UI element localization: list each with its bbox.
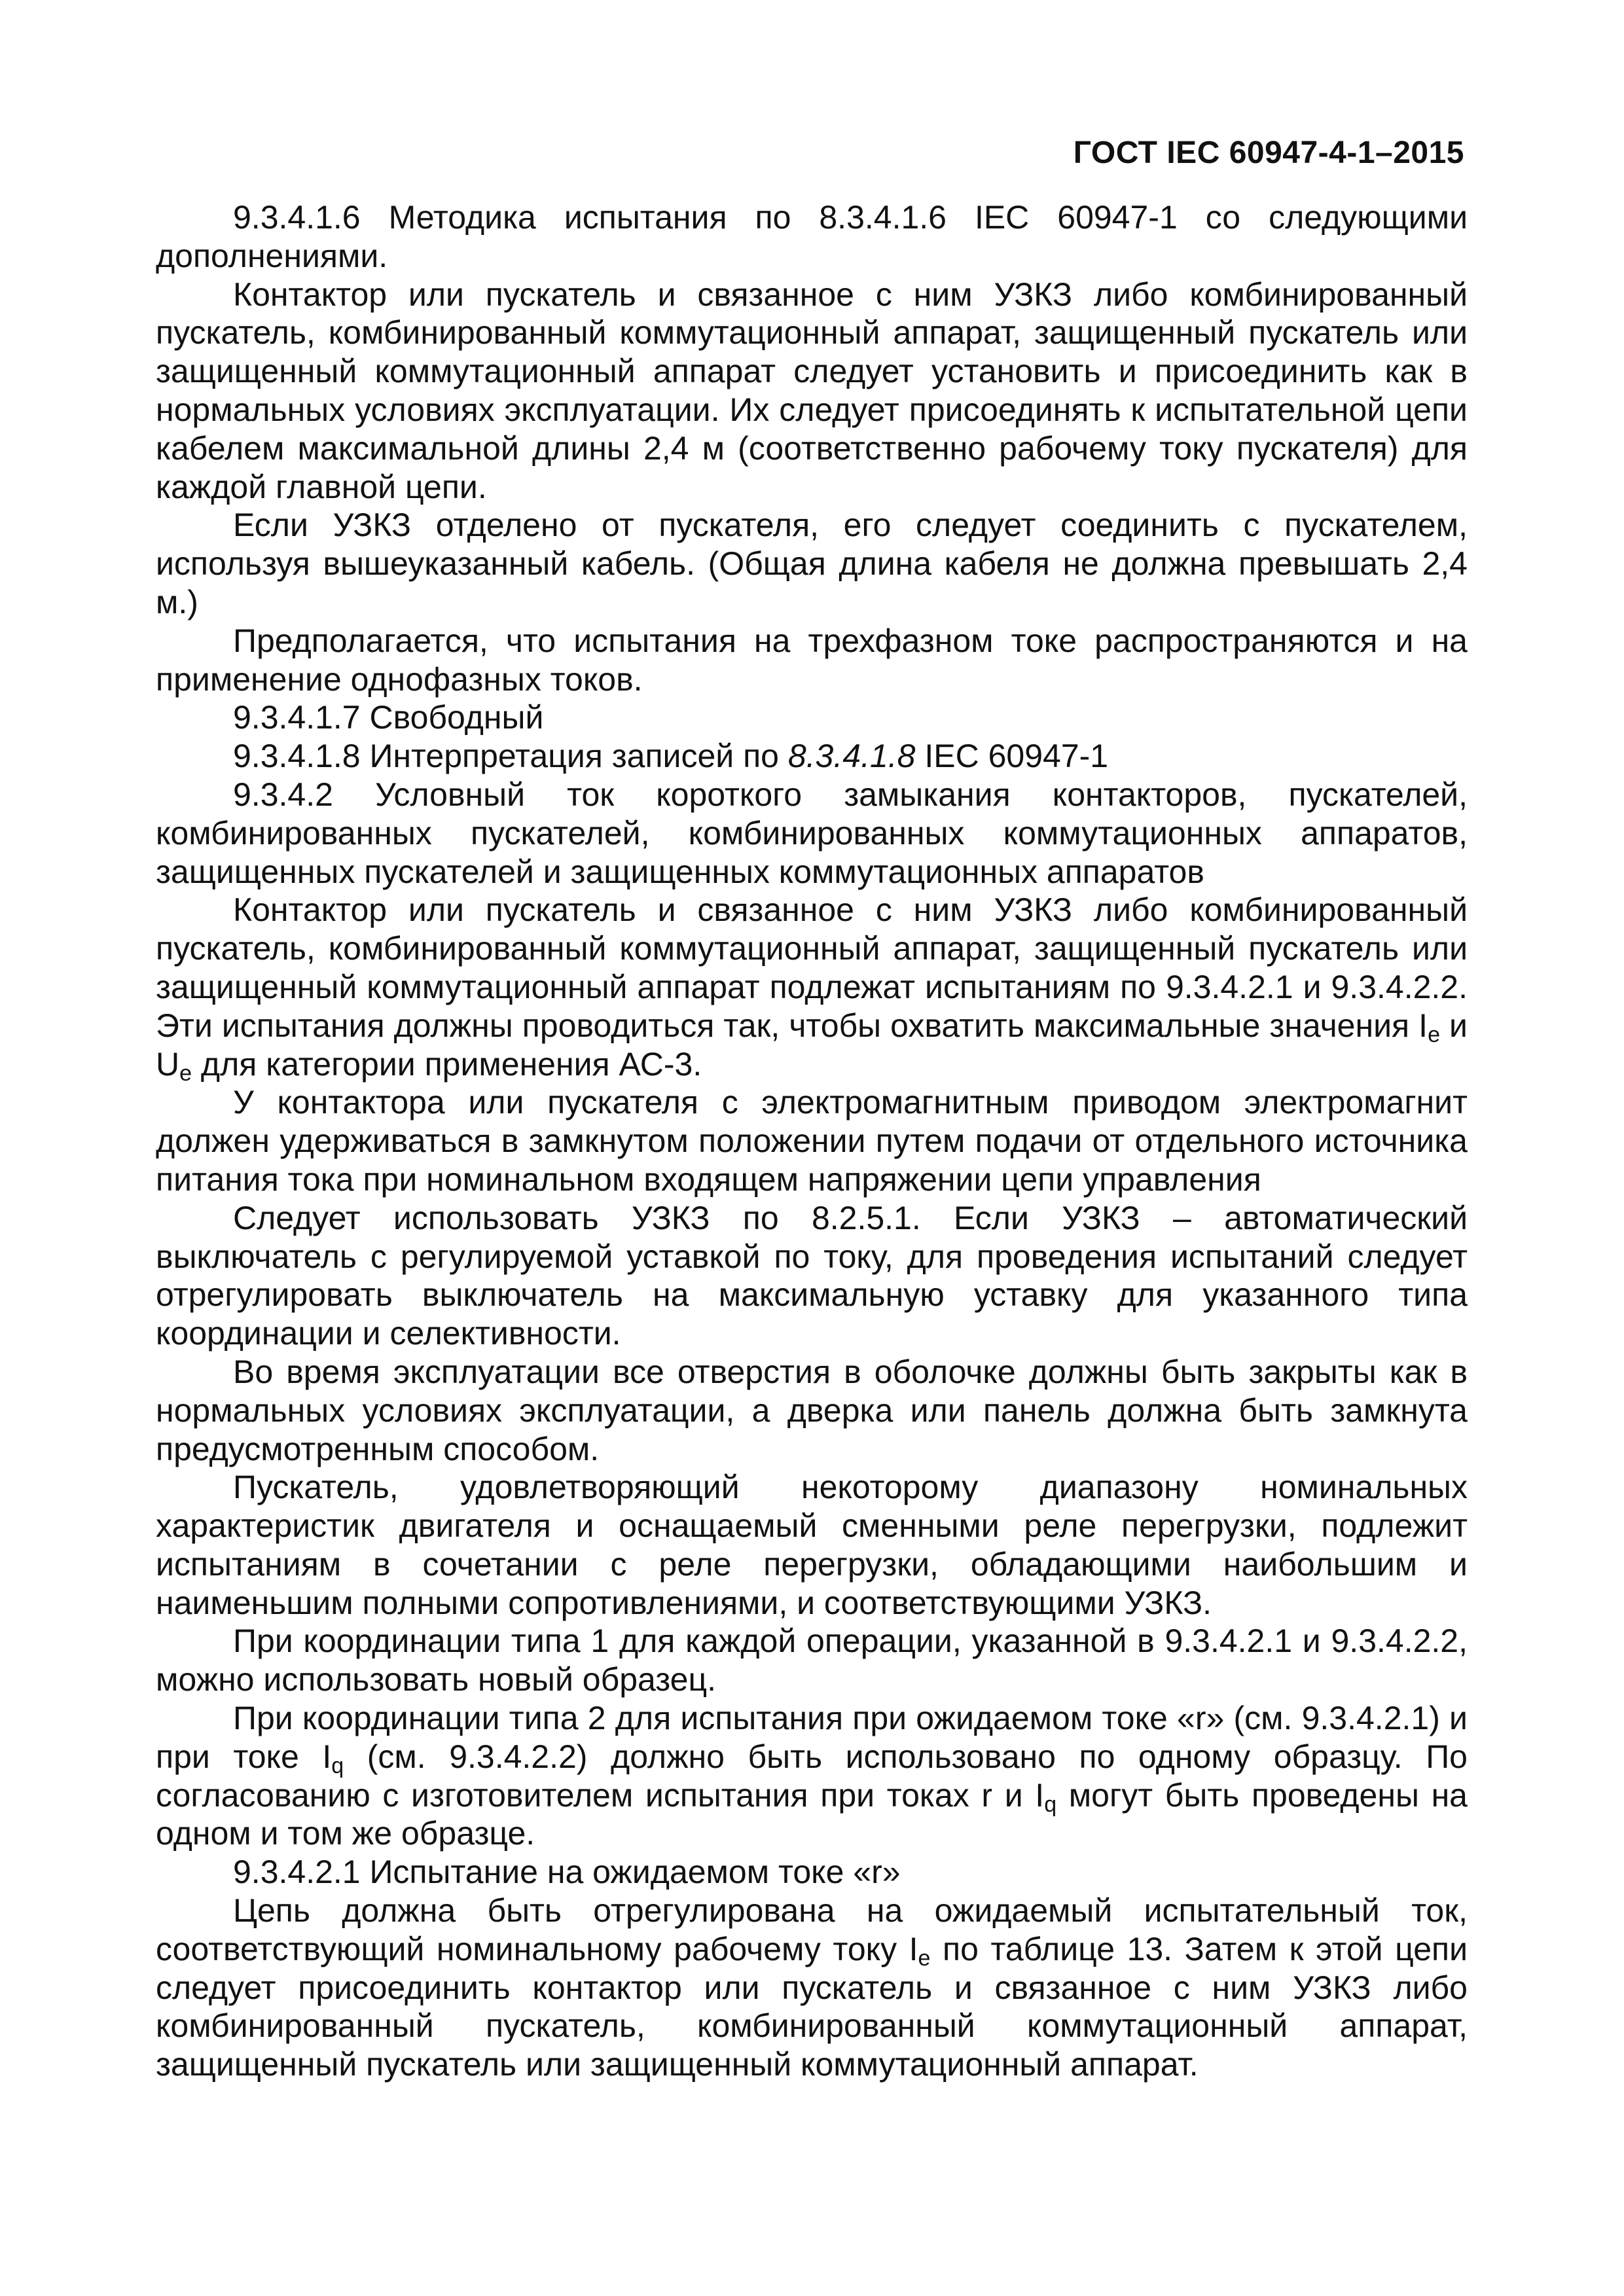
- paragraph-three-phase: Предполагается, что испытания на трехфазном токе распространяются и на применение однофазных токов.: [156, 622, 1468, 698]
- text-fragment: (см. 9.3.4.2.2) должно быть использовано по одному образцу. По согласованию с изготовителем испытания при токах r и I: [156, 1738, 1468, 1814]
- text-fragment: Контактор или пускатель и связанное с ним УЗКЗ либо комбинированный пускатель, комбинированный коммутационный аппарат, защищенный пускатель или защищенный коммутационный аппарат подлежат испытаниям по 9.3.4.2.1 и 9.3.4.2.2. Эти испытания должны проводиться так, чтобы охватить максимальные значения I: [156, 891, 1468, 1044]
- text-fragment: по таблице 13. Затем к этой цепи следует присоединить контактор или пускатель и связанное с ним УЗКЗ либо комбинированный пускатель, комбинированный коммутационный аппарат, защищенный пускатель или защищенный коммутационный аппарат.: [156, 1930, 1468, 2083]
- paragraph-scpd-separate: Если УЗКЗ отделено от пускателя, его следует соединить с пускателем, используя вышеуказанный кабель. (Общая длина кабеля не должна превышать 2,4 м.): [156, 507, 1468, 620]
- document-header: ГОСТ IEC 60947-4-1–2015: [1073, 135, 1464, 170]
- text-fragment: могут быть проведены на одном и том же образце.: [156, 1776, 1468, 1852]
- paragraph-test-scope: [156, 891, 1468, 1086]
- heading-9-3-4-2-1: 9.3.4.2.1 Испытание на ожидаемом токе «r»: [233, 1854, 901, 1891]
- text-fragment: При координации типа 2 для испытания при ожидаемом токе «r» (см. 9.3.4.2.1) и при токе I: [156, 1700, 1468, 1775]
- subscript: e: [918, 1945, 931, 1971]
- paragraph-coordination-type-1: При координации типа 1 для каждой операции, указанной в 9.3.4.2.1 и 9.3.4.2.2, можно использовать новый образец.: [156, 1623, 1468, 1698]
- paragraph-mounting: Контактор или пускатель и связанное с ним УЗКЗ либо комбинированный пускатель, комбинированный коммутационный аппарат, защищенный пускатель или защищенный коммутационный аппарат следует установить и присоединить как в нормальных условиях эксплуатации. Их следует присоединять к испытательной цепи кабелем максимальной длины 2,4 м (соответственно рабочему току пускателя) для каждой главной цепи.: [156, 276, 1468, 505]
- heading-9-3-4-2: 9.3.4.2 Условный ток короткого замыкания контакторов, пускателей, комбинированных пускателей, комбинированных коммутационных аппаратов, защищенных пускателей и защищенных коммутационных аппаратов: [156, 776, 1468, 890]
- document-body: [156, 198, 1468, 2084]
- paragraph-scpd-usage: Следует использовать УЗКЗ по 8.2.5.1. Если УЗКЗ – автоматический выключатель с регулируемой уставкой по току, для проведения испытаний следует отрегулировать выключатель на максимальную уставку для указанного типа координации и селективности.: [156, 1199, 1468, 1352]
- subscript: q: [331, 1753, 344, 1778]
- paragraph-overload-relays: Пускатель, удовлетворяющий некоторому диапазону номинальных характеристик двигателя и оснащаемый сменными реле перегрузки, подлежит испытаниям в сочетании с реле перегрузки, обладающими наибольшим и наименьшим полными сопротивлениями, и соответствующими УЗКЗ.: [156, 1469, 1468, 1621]
- text-fragment: для категории применения АС-3.: [192, 1045, 702, 1083]
- subscript: e: [1428, 1022, 1440, 1047]
- subscript: q: [1044, 1791, 1057, 1817]
- text-fragment: Цепь должна быть отрегулирована на ожидаемый испытательный ток, соответствующий номинальному рабочему току I: [156, 1892, 1468, 1967]
- paragraph-test-circuit: [156, 1892, 1468, 2084]
- paragraph-coordination-type-2: [156, 1699, 1468, 1853]
- subscript: e: [179, 1060, 192, 1086]
- clause-reference: 8.3.4.1.8: [787, 738, 916, 775]
- paragraph-9-3-4-1-7: 9.3.4.1.7 Свободный: [233, 699, 544, 736]
- text-fragment: IEC 60947-1: [915, 738, 1109, 775]
- paragraph-9-3-4-1-6: 9.3.4.1.6 Методика испытания по 8.3.4.1.6 IEC 60947-1 со следующими дополнениями.: [156, 199, 1468, 274]
- text-fragment: и U: [156, 1007, 1468, 1083]
- text-fragment: 9.3.4.1.8 Интерпретация записей по: [233, 738, 788, 775]
- paragraph-electromagnet: У контактора или пускателя с электромагнитным приводом электромагнит должен удерживаться в замкнутом положении путем подачи от отдельного источника питания тока при номинальном входящем напряжении цепи управления: [156, 1084, 1468, 1198]
- paragraph-9-3-4-1-8: [156, 737, 1468, 776]
- paragraph-enclosure: Во время эксплуатации все отверстия в оболочке должны быть закрыты как в нормальных условиях эксплуатации, а дверка или панель должна быть замкнута предусмотренным способом.: [156, 1353, 1468, 1467]
